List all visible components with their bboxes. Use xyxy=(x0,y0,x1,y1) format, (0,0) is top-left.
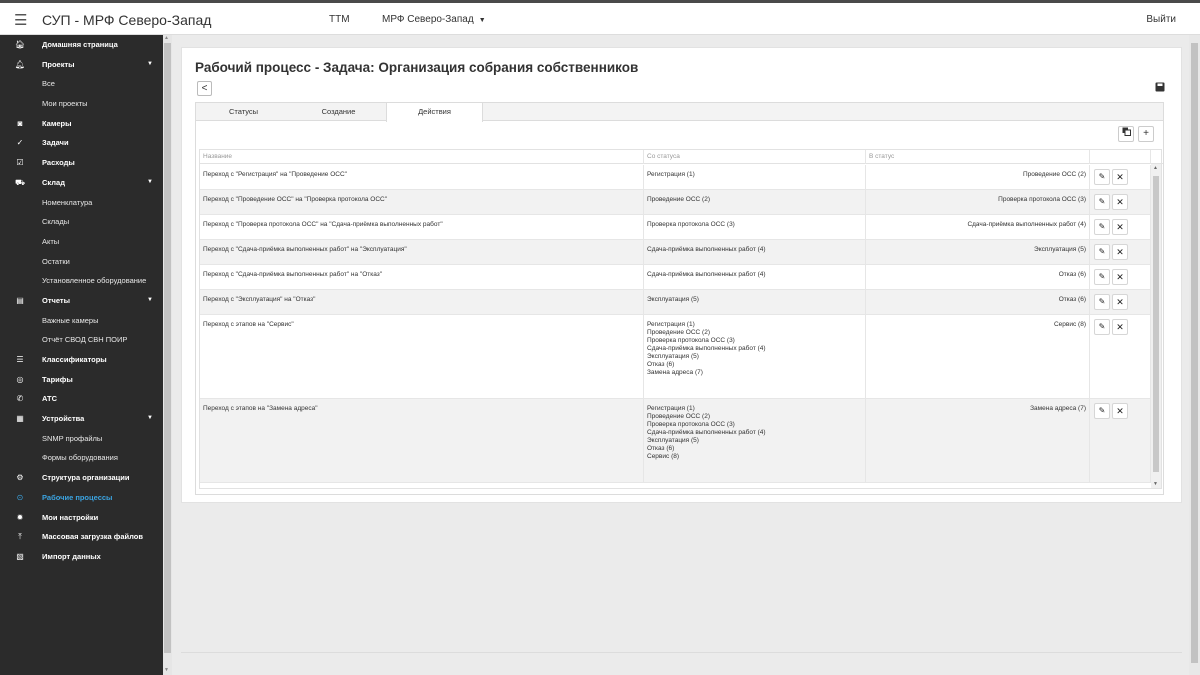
from-status: Проведение ОСС (2) xyxy=(647,196,710,203)
sidebar-item-label: Тарифы xyxy=(42,374,73,384)
sidebar-item-label: АТС xyxy=(42,394,58,404)
delete-icon[interactable]: ✕ xyxy=(1112,319,1128,335)
tab-statuses[interactable]: Статусы xyxy=(228,107,259,116)
header-name: Название xyxy=(200,150,644,164)
from-status: Эксплуатация (5) xyxy=(647,296,699,303)
cell-name: Переход с "Сдача-приёмка выполненных работ" на "Эксплуатация" xyxy=(200,240,644,264)
cell-actions xyxy=(1090,215,1151,239)
workflow-card xyxy=(181,47,1182,503)
from-status: Замена адреса (7) xyxy=(647,369,703,376)
from-status: Сдача-приёмка выполненных работ (4) xyxy=(647,345,766,352)
sidebar-item-label: Камеры xyxy=(42,118,72,128)
sidebar-item-label: Склады xyxy=(42,217,70,227)
sidebar-item-label: Домашняя страница xyxy=(42,40,118,49)
cell-from xyxy=(644,215,866,239)
cell-to: Проведение ОСС (2) xyxy=(866,165,1090,189)
footer-divider xyxy=(181,652,1182,653)
cell-to: Отказ (6) xyxy=(866,265,1090,289)
edit-icon[interactable]: ✎ xyxy=(1094,219,1110,235)
table-row xyxy=(200,165,1151,190)
bell-icon: 🔔︎ xyxy=(14,59,26,69)
sidebar-item-16[interactable] xyxy=(0,350,163,370)
from-status: Проведение ОСС (2) xyxy=(647,329,710,336)
delete-icon[interactable]: ✕ xyxy=(1112,169,1128,185)
sidebar-item-3[interactable] xyxy=(0,94,163,114)
from-status: Регистрация (1) xyxy=(647,321,695,328)
cell-actions xyxy=(1090,240,1151,264)
from-status: Проверка протокола ОСС (3) xyxy=(647,221,735,228)
sidebar-item-label: Структура организации xyxy=(42,473,130,483)
sidebar-item-5[interactable] xyxy=(0,133,163,153)
cell-name: Переход с этапов на "Сервис" xyxy=(200,315,644,398)
sidebar-item-7[interactable] xyxy=(0,173,163,193)
from-status: Проверка протокола ОСС (3) xyxy=(647,337,735,344)
delete-icon[interactable]: ✕ xyxy=(1112,269,1128,285)
sidebar-item-2[interactable] xyxy=(0,74,163,94)
table-row xyxy=(200,190,1151,215)
cell-from xyxy=(644,265,866,289)
tabs-panel xyxy=(195,102,1164,495)
sidebar-item-label: Задачи xyxy=(42,138,69,148)
from-status: Регистрация (1) xyxy=(647,171,695,178)
cell-to: Сервис (8) xyxy=(866,315,1090,398)
from-status: Сдача-приёмка выполненных работ (4) xyxy=(647,429,766,436)
sidebar-item-8[interactable] xyxy=(0,193,163,213)
sidebar-item-label: Остатки xyxy=(42,256,70,266)
header-actions xyxy=(1090,150,1151,164)
region-selector[interactable] xyxy=(382,14,486,25)
table-row xyxy=(200,399,1151,483)
region-label: МРФ Северо-Запад xyxy=(382,14,474,25)
sidebar-item-1[interactable] xyxy=(0,55,163,75)
sidebar-item-label: Отчёт СВОД СВН ПОИР xyxy=(42,335,128,345)
cell-to: Проверка протокола ОСС (3) xyxy=(866,190,1090,214)
copy-icon xyxy=(1122,127,1131,136)
page-title: Рабочий процесс - Задача: Организация собрания собственников xyxy=(195,60,639,75)
ttm-link[interactable]: ТТМ xyxy=(329,14,350,25)
sidebar-item-22[interactable] xyxy=(0,468,163,488)
sidebar-item-9[interactable] xyxy=(0,212,163,232)
cell-from xyxy=(644,399,866,482)
cell-actions xyxy=(1090,290,1151,314)
sidebar xyxy=(0,35,163,675)
delete-icon[interactable]: ✕ xyxy=(1112,244,1128,260)
back-button[interactable]: < xyxy=(197,81,212,96)
cell-actions xyxy=(1090,165,1151,189)
table-row xyxy=(200,290,1151,315)
sidebar-item-13[interactable] xyxy=(0,291,163,311)
save-icon[interactable] xyxy=(1154,82,1166,94)
cell-from xyxy=(644,165,866,189)
cell-name: Переход с "Сдача-приёмка выполненных работ" на "Отказ" xyxy=(200,265,644,289)
sidebar-item-label: Склад xyxy=(42,177,65,187)
edit-icon[interactable]: ✎ xyxy=(1094,169,1110,185)
from-status: Эксплуатация (5) xyxy=(647,437,699,444)
sidebar-item-17[interactable] xyxy=(0,370,163,390)
sidebar-item-label: Классификаторы xyxy=(42,355,107,364)
from-status: Сдача-приёмка выполненных работ (4) xyxy=(647,246,766,253)
sidebar-item-label: Номенклатура xyxy=(42,197,93,207)
menu-icon[interactable]: ☰ xyxy=(14,12,28,29)
delete-icon[interactable]: ✕ xyxy=(1112,219,1128,235)
import-icon: ▧ xyxy=(16,551,24,561)
sidebar-item-label: Импорт данных xyxy=(42,551,101,561)
add-button[interactable]: + xyxy=(1138,126,1154,142)
page-scrollbar[interactable] xyxy=(1189,35,1200,675)
tab-creation[interactable]: Создание xyxy=(321,107,356,116)
cell-to: Сдача-приёмка выполненных работ (4) xyxy=(866,215,1090,239)
org-icon: ⚙ xyxy=(16,473,24,483)
cell-from xyxy=(644,240,866,264)
sidebar-item-label: Рабочие процессы xyxy=(42,492,113,502)
sidebar-item-label: Расходы xyxy=(42,158,75,168)
cell-from xyxy=(644,315,866,398)
process-icon: ⊙ xyxy=(16,492,24,502)
sidebar-item-label: Массовая загрузка файлов xyxy=(42,532,143,542)
actions-table xyxy=(199,149,1162,489)
copy-button[interactable] xyxy=(1118,126,1134,142)
edit-icon[interactable]: ✎ xyxy=(1094,244,1110,260)
edit-icon[interactable]: ✎ xyxy=(1094,294,1110,310)
table-scroll-thumb[interactable] xyxy=(1153,176,1159,472)
phone-icon: ✆ xyxy=(16,394,24,404)
sidebar-item-label: Устройства xyxy=(42,414,85,424)
scroll-down-icon[interactable]: ▼ xyxy=(1153,481,1158,487)
header-to: В статус xyxy=(866,150,1090,164)
table-row xyxy=(200,240,1151,265)
sidebar-item-label: Установленное оборудование xyxy=(42,276,147,286)
cell-name: Переход с этапов на "Замена адреса" xyxy=(200,399,644,482)
edit-icon[interactable]: ✎ xyxy=(1094,194,1110,210)
tab-bar xyxy=(196,103,1163,121)
from-status: Отказ (6) xyxy=(647,445,675,452)
edit-icon[interactable]: ✎ xyxy=(1094,403,1110,419)
sidebar-item-21[interactable] xyxy=(0,448,163,468)
sidebar-item-19[interactable] xyxy=(0,409,163,429)
sidebar-item-11[interactable] xyxy=(0,252,163,272)
cell-name: Переход с "Эксплуатация" на "Отказ" xyxy=(200,290,644,314)
cell-actions xyxy=(1090,265,1151,289)
from-status: Проверка протокола ОСС (3) xyxy=(647,421,735,428)
sidebar-item-label: Мои проекты xyxy=(42,99,88,109)
cell-to: Отказ (6) xyxy=(866,290,1090,314)
sidebar-item-24[interactable] xyxy=(0,508,163,528)
list-icon: ☰ xyxy=(16,355,24,364)
sidebar-item-18[interactable] xyxy=(0,389,163,409)
sidebar-item-26[interactable] xyxy=(0,547,163,567)
report-icon: ▤ xyxy=(16,295,24,305)
upload-icon: ⤒ xyxy=(18,532,22,542)
logout-link[interactable]: Выйти xyxy=(1146,14,1176,25)
table-row xyxy=(200,215,1151,240)
header-from: Со статуса xyxy=(644,150,866,164)
sidebar-item-15[interactable] xyxy=(0,330,163,350)
app-title: СУП - МРФ Северо-Запад xyxy=(42,12,212,28)
from-status: Регистрация (1) xyxy=(647,405,695,412)
sidebar-item-12[interactable] xyxy=(0,271,163,291)
cell-to: Эксплуатация (5) xyxy=(866,240,1090,264)
cell-actions xyxy=(1090,315,1151,398)
cell-actions xyxy=(1090,190,1151,214)
edit-icon[interactable]: ✎ xyxy=(1094,269,1110,285)
scroll-up-icon[interactable]: ▲ xyxy=(164,35,169,41)
sidebar-item-20[interactable] xyxy=(0,429,163,449)
chevron-down-icon[interactable]: ▼ xyxy=(147,296,153,303)
top-bar xyxy=(0,0,1200,35)
sidebar-item-label: Формы оборудования xyxy=(42,453,118,463)
check-icon: ✓ xyxy=(16,138,24,148)
sidebar-scrollbar[interactable] xyxy=(163,35,172,675)
tab-actions[interactable]: Действия xyxy=(386,103,483,122)
sidebar-item-14[interactable] xyxy=(0,311,163,331)
sidebar-item-4[interactable] xyxy=(0,114,163,134)
cell-name: Переход с "Проведение ОСС" на "Проверка протокола ОСС" xyxy=(200,190,644,214)
sidebar-item-23[interactable] xyxy=(0,488,163,508)
cell-from xyxy=(644,290,866,314)
from-status: Отказ (6) xyxy=(647,361,675,368)
sidebar-item-label: SNMP профайлы xyxy=(42,433,103,443)
page-scroll-thumb[interactable] xyxy=(1191,43,1198,663)
sidebar-item-6[interactable] xyxy=(0,153,163,173)
edit-icon[interactable]: ✎ xyxy=(1094,319,1110,335)
scroll-up-icon[interactable]: ▲ xyxy=(1153,165,1158,171)
table-row xyxy=(200,315,1151,399)
chevron-down-icon[interactable]: ▼ xyxy=(147,60,153,67)
cell-actions xyxy=(1090,399,1151,482)
from-status: Сервис (8) xyxy=(647,453,680,460)
device-icon: ▦ xyxy=(16,414,24,424)
caret-down-icon: ▼ xyxy=(478,17,486,24)
cell-name: Переход с "Проверка протокола ОСС" на "Сдача-приёмка выполненных работ" xyxy=(200,215,644,239)
cell-to: Замена адреса (7) xyxy=(866,399,1090,482)
tariff-icon: ◎ xyxy=(16,374,24,384)
table-scrollbar[interactable] xyxy=(1151,164,1161,488)
sidebar-item-label: Все xyxy=(42,79,55,89)
cart-icon: ⛟ xyxy=(14,177,26,187)
from-status: Сдача-приёмка выполненных работ (4) xyxy=(647,271,766,278)
chevron-down-icon[interactable]: ▼ xyxy=(147,415,153,422)
delete-icon[interactable]: ✕ xyxy=(1112,294,1128,310)
scroll-down-icon[interactable]: ▼ xyxy=(164,667,169,673)
expense-icon: ☑ xyxy=(16,158,24,168)
table-row xyxy=(200,265,1151,290)
sidebar-item-10[interactable] xyxy=(0,232,163,252)
sidebar-item-label: Важные камеры xyxy=(42,315,99,325)
sidebar-item-label: Проекты xyxy=(42,59,75,69)
sidebar-scroll-thumb[interactable] xyxy=(164,43,171,653)
sidebar-item-label: Отчеты xyxy=(42,295,71,305)
delete-icon[interactable]: ✕ xyxy=(1112,194,1128,210)
from-status: Эксплуатация (5) xyxy=(647,353,699,360)
from-status: Проведение ОСС (2) xyxy=(647,413,710,420)
delete-icon[interactable]: ✕ xyxy=(1112,403,1128,419)
table-header xyxy=(200,150,1163,164)
settings-icon: ✹ xyxy=(16,512,24,522)
home-icon: 🏠︎ xyxy=(14,40,26,49)
sidebar-item-25[interactable] xyxy=(0,527,163,547)
sidebar-item-label: Мои настройки xyxy=(42,512,99,522)
cell-name: Переход с "Регистрация" на "Проведение ОСС" xyxy=(200,165,644,189)
chevron-down-icon[interactable]: ▼ xyxy=(147,178,153,185)
sidebar-item-0[interactable] xyxy=(0,35,163,55)
cell-from xyxy=(644,190,866,214)
camera-icon: ◙ xyxy=(17,118,23,128)
sidebar-item-label: Акты xyxy=(42,236,60,246)
